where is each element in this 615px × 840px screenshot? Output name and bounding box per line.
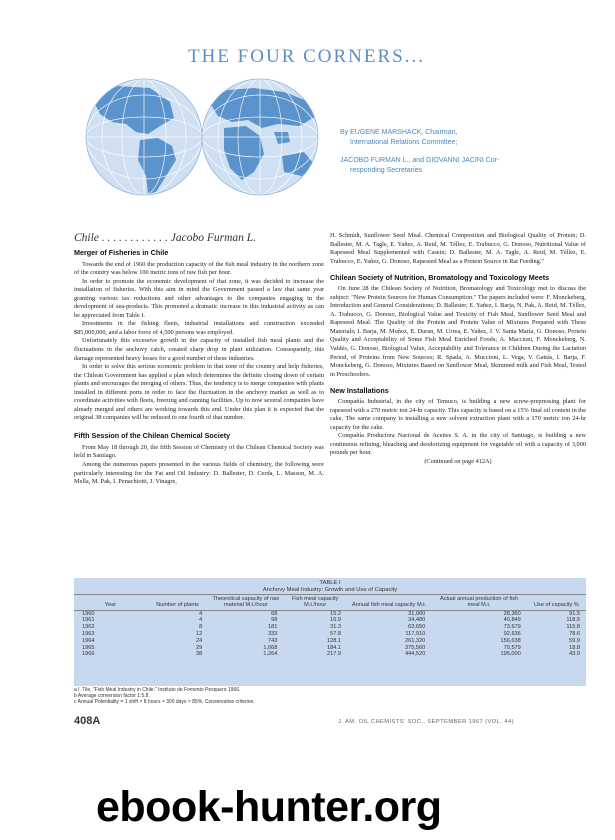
section-heading: New Installations	[330, 386, 389, 396]
table-cell: 43.9	[569, 651, 580, 658]
table-label: TABLE I	[319, 580, 341, 586]
table-row	[74, 645, 586, 652]
left-column	[74, 234, 324, 487]
table-caption: Anchovy Meal Industry: Growth and Use of Capacity	[262, 587, 398, 593]
column-header: Number of plants	[156, 602, 199, 609]
page-title: THE FOUR CORNERS...	[188, 46, 425, 67]
continued-note: (Continued on page 412A)	[424, 458, 492, 466]
paragraph: In order to promote the economic development of that zone, it was decided to increase the installation of fisheries. With this aim in mind the Government passed a law that same year granting various tax reductions and other advantages to the companies engaging in the development of sea-products. This promoted a dramatic increase in this industrial activity as can be appreciated from Table I.	[74, 277, 324, 319]
world-globes-illustration	[78, 76, 326, 198]
table-cell: 117,910	[405, 630, 426, 637]
table-cell: 1964	[82, 637, 95, 644]
table-cell: 743	[267, 637, 278, 644]
table-row	[74, 631, 586, 638]
table-cell: 31.3	[330, 624, 342, 631]
paragraph: Compañía Industrial, in the city of Temuco, is building a new screw-prepressing plant for rapeseed with a 270 metric ton 24-hr capacity. This capacity is based on a 15% final oil content in the cake. The same company is installing a new solvent extraction plant with a 170 metric ton 24-hr capacity for the cake.	[330, 398, 586, 431]
table-cell: 12	[196, 630, 203, 637]
table-cell: 195,000	[500, 651, 521, 658]
table-cell: 92,636	[503, 630, 521, 637]
table-cell: 115.8	[566, 624, 580, 631]
section-heading: Fifth Session of the Chilean Chemical Society	[74, 430, 231, 440]
table-cell: 18.8	[569, 644, 580, 651]
table-cell: 444,520	[404, 651, 426, 658]
table-row	[74, 610, 586, 617]
table-note: c Annual Potentiality = 1 shift × 8 hours × 300 days × 85%. Conservative criterion.	[74, 699, 255, 705]
paragraph: Investments in the fishing fleets, industrial installations and construction exceeded $85,000,000, and a labor force of 4,500 persons was employed.	[74, 320, 324, 336]
table-cell: 1962	[82, 624, 95, 631]
table-cell: 40,849	[503, 617, 521, 624]
paragraph: Compañía Productora Nacional de Aceites S. A. in the city of Santiago, is building a new continuous refining, bleaching and deodorizing equipment for vegetable oil with a capacity of 3,000 pounds per hour.	[330, 432, 586, 457]
table-cell: 1966	[82, 651, 95, 658]
column-header: Annual fish meal capacity M.t.	[351, 602, 427, 609]
data-table-panel	[74, 578, 586, 686]
table-cell: 333	[267, 630, 278, 637]
column-header: Actual annual production of fish meal M.t.	[439, 596, 519, 609]
page-number: 408A	[74, 715, 101, 727]
table-cell: 28,360	[503, 610, 521, 617]
section-heading: Chilean Society of Nutrition, Bromatology and Toxicology Meets	[330, 273, 550, 283]
table-cell: 59.9	[569, 637, 580, 644]
table-cell: 375,560	[404, 644, 426, 651]
paragraph: In order to solve this serious economic problem in that zone of the country and help fisheries, the Chilean Government has applied a plan which determines the definite closing down of certain plants and encourages the merging of others. Thus, the tendency is to merge companies with plants installed in different ports in order to face the fluctuation in the anchovy market as well as to coordinate activities with fleets, freezing and canning facilities. Up to now several companies have already merged and others are working towards this end. Under this plan it is expected that the original 38 companies will be reduced to one fourth of that number.	[74, 363, 324, 422]
paragraph: H. Schmidt, Sunflower Seed Meal. Chemical Composition and Biological Quality of Protein; D. Ballester, M. A. Tagle, E. Yañez, A. Reid, M. Téllez, E. Trabucco, G. Donoso, Nutritional Value of Rapeseed Meal Supplemented with Casein; D. Ballester, M. A. Tagle, A. Reid, M. Téllez, E. Trabucco, E. Yañez, G. Donoso, Rapeseed Meal as a Protein Source in Rat Feeding."	[330, 232, 586, 265]
column-header: Theoretical capacity of raw material M.t./hour	[212, 596, 280, 609]
column-header: Fish meal capacity M.t./hour	[292, 596, 339, 609]
table-cell: 31,000	[408, 610, 426, 617]
country-heading: Chile . . . . . . . . . . . . Jacobo Furman L.	[74, 232, 257, 244]
watermark: ebook-hunter.org	[96, 783, 442, 831]
table-cell: 261,320	[404, 637, 426, 644]
table-cell: 68	[271, 610, 278, 617]
paragraph: Among the numerous papers presented in the various fields of chemistry, the following were particularly interesting for the Fat and Oil Industry: D. Ballester, D. Cerda, L. Masson, M. A. Mella, M. Pak, I. Penachiotti, J. Vinagre,	[74, 461, 324, 486]
table-cell: 4	[199, 610, 203, 617]
paragraph: On June 28 the Chilean Society of Nutrition, Bromatology and Toxicology met to discuss the subject: "New Protein Sources for Human Consumption." The papers included were: F. Monckeberg, Introduction and General Considerations; D. Ballester, E. Yañez, I. Barja, N. Pak, A. Reid, M. Téllez, A. Trabucco, G. Donoso, Biological Value and Toxicity of Fish Meal, Sunflower Seed Meal and Rapeseed Meal. The Quality of the Protein and Protein Value of Mixtures Prepared with These Materials; I. Barja, M. Muñoz, E. Duran, M. Urrea, E. Yañez, J. V. Santa María, G. Donoso, Protein Quality and Acceptability of Some Fish Meal Enriched Foods; A. Maccioni, F. Monckeberg, N. Valdés, G. Donoso, Biological Value, Acceptability and Tolerance in Children During the Lactation Period, of Proteins from New Sources; R. Spada, A. Muccioni, L. Vega, V. Gattás, I. Barja, F. Monckeberg, G. Donoso, Mixtures Based on Sunflower Meal, Skimmed milk and Fish Meal, Tested in Preschoolers.	[330, 285, 586, 378]
byline-line: JACOBO FURMAN L., and GIOVANNI JACINI Cor-	[340, 157, 500, 164]
data-table	[74, 594, 586, 658]
paragraph: Towards the end of 1960 the production capacity of the fish meal industry in the northern zone of the country was below 100 metric tons of raw fish per hour.	[74, 260, 324, 277]
table-cell: 1,264	[263, 651, 278, 658]
table-cell: 16.9	[330, 617, 342, 624]
table-cell: 1960	[82, 610, 95, 617]
table-cell: 34,480	[408, 617, 426, 624]
table-cell: 4	[199, 617, 203, 624]
table-cell: 70,579	[503, 644, 521, 651]
table-note: b Average conversion factor 1:5.8.	[74, 693, 150, 699]
table-cell: 91.5	[569, 610, 580, 617]
table-cell: 128.1	[327, 637, 342, 644]
byline-line: responding Secretaries	[350, 167, 422, 174]
table-cell: 184.1	[327, 644, 342, 651]
table-cell: 181	[267, 624, 278, 631]
journal-citation: J. AM. OIL CHEMISTS' SOC., SEPTEMBER 1967 (VOL. 44)	[338, 719, 514, 725]
table-cell: 8	[199, 624, 203, 631]
paragraph: From May 18 through 20, the fifth Session of Chemistry of the Chilean Chemical Society was held in Santiago.	[74, 443, 324, 460]
table-cell: 57.8	[330, 630, 342, 637]
table-cell: 63,650	[408, 624, 426, 631]
table-cell: 38	[196, 651, 203, 658]
table-cell: 1965	[82, 644, 95, 651]
table-cell: 98	[271, 617, 278, 624]
byline	[340, 128, 585, 176]
table-cell: 73,679	[503, 624, 521, 631]
section-heading: Merger of Fisheries in Chile	[74, 247, 169, 257]
paragraph: Unfortunately this excessive growth in the capacity of installed fish meal plants and the fluctuations in the anchovy catch, created sharp drop in plant utilization. Consequently, this damage represented heavy losses for a good number of these industries.	[74, 337, 324, 362]
right-column	[330, 232, 586, 467]
byline-line: By EUGENE MARSHACK, Chairman,	[340, 129, 458, 136]
table-row	[74, 638, 586, 645]
table-cell: 1961	[82, 617, 95, 624]
table-row	[74, 624, 586, 631]
table-notes	[74, 687, 586, 705]
table-note: a I. Tile, "Fish Meal Industry in Chile." Instituto de Fomento Pesquero 1966.	[74, 687, 241, 693]
table-row	[74, 617, 586, 624]
column-header: Year	[104, 602, 117, 609]
table-cell: 78.6	[569, 630, 580, 637]
table-cell: 1,068	[263, 644, 278, 651]
table-cell: 156,638	[500, 637, 521, 644]
table-cell: 1963	[82, 630, 95, 637]
table-cell: 15.2	[330, 610, 342, 617]
byline-line: International Relations Committee;	[350, 139, 458, 146]
table-cell: 118.5	[566, 617, 580, 624]
table-cell: 217.9	[327, 651, 342, 658]
table-cell: 24	[196, 637, 203, 644]
column-header: Use of capacity %	[534, 602, 579, 609]
table-cell: 29	[196, 644, 203, 651]
table-row	[74, 651, 586, 658]
